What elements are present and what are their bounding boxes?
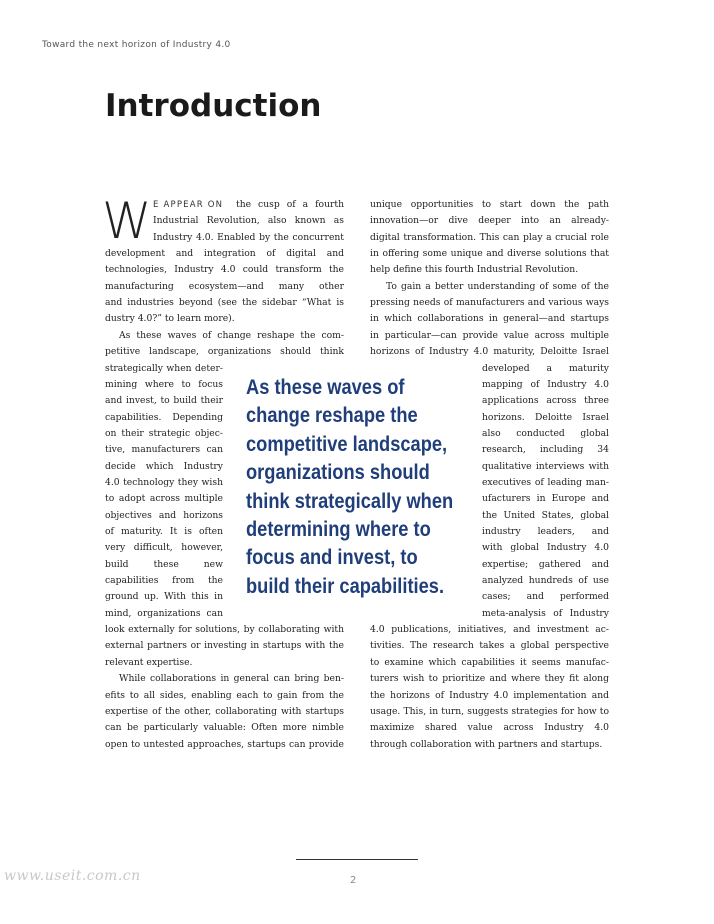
pull-quote-line: change reshape the: [246, 403, 418, 428]
pull-quote-line: focus and invest, to: [246, 545, 418, 570]
right-col-line: meta-analysis of Industry: [482, 607, 609, 619]
right-col-line: 4.0 publications, initiatives, and investment ac-: [370, 624, 609, 636]
running-head: Toward the next horizon of Industry 4.0: [42, 40, 231, 50]
pull-quote-line: build their capabilities.: [246, 573, 445, 598]
right-col-line: pressing needs of manufacturers and various ways: [370, 297, 609, 309]
pull-quote-line: competitive landscape,: [246, 431, 448, 456]
right-col-line: help define this fourth Industrial Revolution.: [370, 264, 579, 276]
drop-cap: W: [102, 192, 152, 250]
left-col-line: ground up. With this in: [105, 591, 223, 603]
right-col-line: to examine which capabilities it seems manufac-: [370, 656, 609, 668]
left-col-line: expertise of the other, collaborating with startups: [105, 705, 344, 717]
left-col-line: external partners or investing in startups with the: [105, 640, 344, 652]
left-col-line: mind, organizations can: [105, 607, 223, 619]
left-col-line: capabilities. Depending: [105, 411, 223, 423]
left-col-line: Industry 4.0. Enabled by the concurrent: [153, 231, 344, 243]
right-col-line: tivities. The research takes a global perspective: [370, 640, 609, 652]
page-number: 2: [350, 875, 357, 886]
right-col-line: turers wish to prioritize and where they fit along: [370, 673, 609, 685]
right-col-line: through collaboration with partners and startups.: [370, 738, 603, 750]
right-col-line: in which collaborations in general—and startups: [370, 313, 609, 325]
right-col-line: ufacturers in Europe and: [482, 493, 609, 505]
left-col-line: on their strategic objec-: [105, 427, 223, 439]
left-col-line: very difficult, however,: [105, 542, 223, 554]
right-col-line: cases; and performed: [482, 591, 609, 603]
pull-quote-line: determining where to: [246, 517, 431, 542]
left-col-line: build these new: [105, 558, 223, 570]
right-col-line: horizons. Deloitte Israel: [482, 411, 609, 423]
left-col-line: of maturity. It is often: [105, 526, 223, 537]
pull-quote-line: organizations should: [246, 460, 430, 485]
left-col-line: manufacturing ecosystem—and many other: [105, 280, 344, 292]
pull-quote-line: think strategically when: [246, 488, 454, 513]
left-col-line: and industries beyond (see the sidebar “What is: [105, 297, 344, 309]
right-col-line: digital transformation. This can play a crucial role: [370, 231, 609, 243]
right-col-line: with global Industry 4.0: [482, 542, 609, 554]
left-col-line: petitive landscape, organizations should think: [105, 346, 344, 358]
right-col-line: qualitative interviews with: [482, 460, 609, 472]
left-col-line: open to untested approaches, startups can provide: [105, 738, 344, 750]
left-col-line: can be particularly valuable: Often more nimble: [105, 722, 344, 734]
left-col-line: tive, manufacturers can: [105, 444, 223, 456]
page-title: Introduction: [105, 88, 322, 124]
left-col-line: decide which Industry: [105, 460, 223, 472]
right-col-line: the United States, global: [482, 509, 609, 521]
right-col-line: expertise; gathered and: [482, 558, 609, 570]
pull-quote: [246, 373, 454, 600]
pull-quote-line: As these waves of: [246, 375, 405, 399]
right-col-line: mapping of Industry 4.0: [482, 378, 609, 390]
right-col-line: usage. This, in turn, suggests strategies for how to: [370, 705, 609, 717]
left-col-line: technologies, Industry 4.0 could transform the: [105, 264, 344, 276]
right-col-line: maximize shared value across Industry 4.0: [370, 722, 609, 734]
left-col-line: dustry 4.0?” to learn more).: [105, 313, 235, 325]
left-col-line: 4.0 technology they wish: [105, 476, 223, 488]
right-col-line: horizons of Industry 4.0 maturity, Deloitte Israel: [370, 346, 609, 358]
left-col-line: As these waves of change reshape the com-: [119, 329, 344, 341]
left-col-line: efits to all sides, enabling each to gain from the: [105, 689, 344, 701]
opening-smallcaps: E APPEAR ON: [153, 200, 224, 210]
footer-rule: [296, 859, 418, 860]
left-col-line: strategically when deter-: [105, 362, 223, 374]
left-col-line: development and integration of digital and: [105, 248, 344, 260]
right-col-line: executives of leading man-: [482, 476, 609, 488]
right-col-line: research, including 34: [482, 444, 609, 456]
left-col-line: relevant expertise.: [105, 656, 193, 668]
left-col-line: to adopt across multiple: [105, 493, 223, 505]
watermark: www.useit.com.cn: [4, 868, 141, 884]
left-col-line: look externally for solutions, by collaborating with: [105, 624, 344, 636]
left-col-line: the cusp of a fourth: [236, 199, 344, 210]
right-col-line: innovation—or dive deeper into an already-: [370, 215, 609, 227]
left-col-line: objectives and horizons: [105, 509, 223, 521]
right-col-line: unique opportunities to start down the path: [370, 199, 609, 210]
right-col-line: also conducted global: [482, 427, 609, 439]
right-col-line: developed a maturity: [482, 362, 609, 374]
right-col-line: industry leaders, and: [482, 526, 609, 537]
right-col-line: in offering some unique and diverse solutions that: [370, 248, 609, 260]
left-col-line: mining where to focus: [105, 378, 223, 390]
left-col-line: While collaborations in general can bring ben-: [119, 673, 344, 685]
right-col-line: the horizons of Industry 4.0 implementation and: [370, 689, 609, 701]
right-col-line: To gain a better understanding of some of the: [386, 280, 609, 292]
right-col-line: in particular—can provide value across multiple: [370, 329, 609, 341]
left-col-line: capabilities from the: [105, 575, 223, 587]
right-col-line: analyzed hundreds of use: [482, 575, 609, 587]
left-col-line: and invest, to build their: [105, 395, 223, 407]
left-col-line: Industrial Revolution, also known as: [153, 215, 344, 227]
right-col-line: applications across three: [482, 395, 609, 407]
